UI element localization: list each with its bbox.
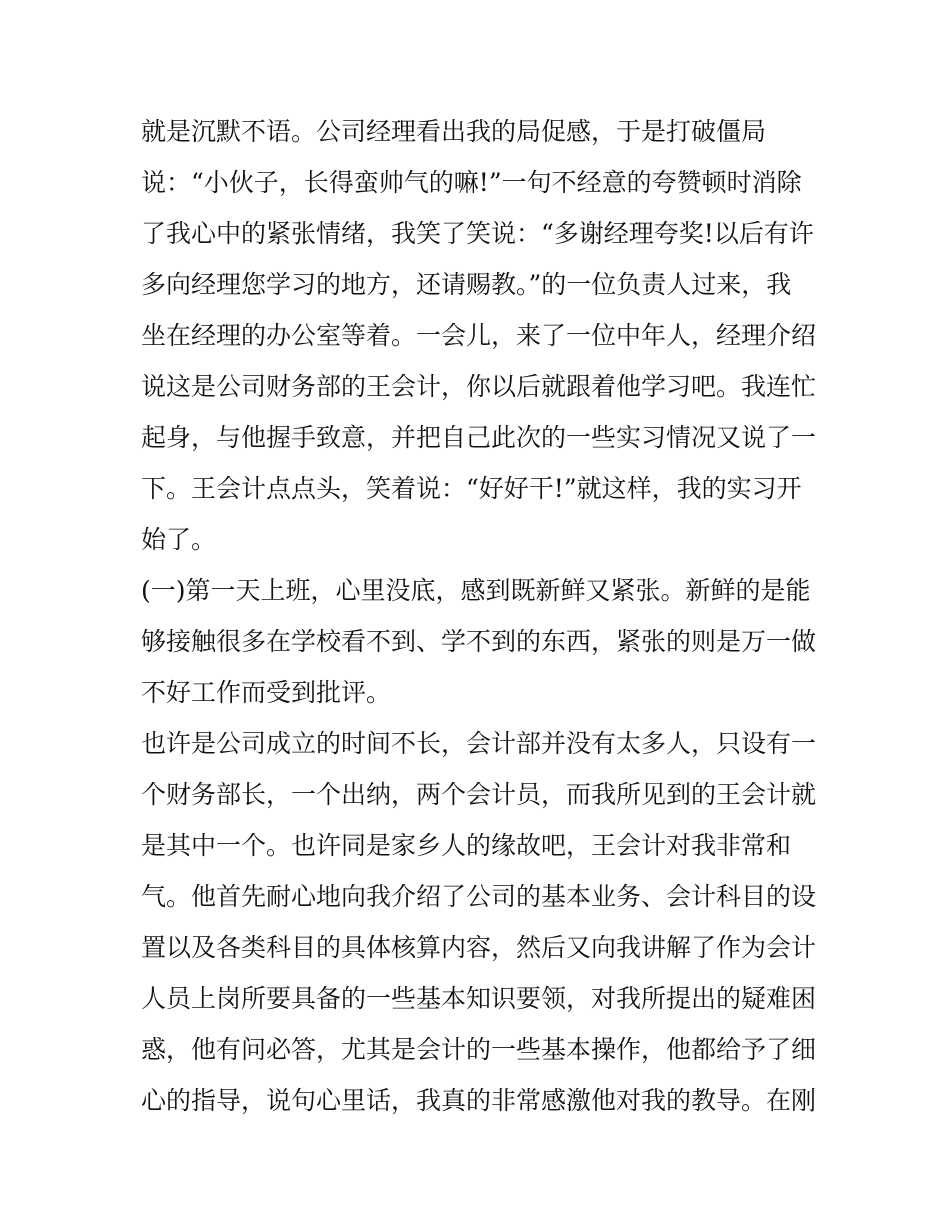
- text-line: 了我心中的紧张情绪，我笑了笑说：“多谢经理夸奖!以后有许: [141, 219, 814, 248]
- text-line: 也许是公司成立的时间不长，会计部并没有太多人，只设有一: [141, 729, 817, 758]
- text-line: 说这是公司财务部的王会计，你以后就跟着他学习吧。我连忙: [141, 372, 817, 401]
- text-line: 多向经理您学习的地方，还请赐教。”的一位负责人过来，我: [141, 270, 792, 299]
- text-line: 人员上岗所要具备的一些基本知识要领，对我所提出的疑难困: [141, 984, 817, 1013]
- text-line: (一)第一天上班，心里没底，感到既新鲜又紧张。新鲜的是能: [141, 576, 811, 605]
- text-line: 说：“小伙子，长得蛮帅气的嘛!”一句不经意的夸赞顿时消除: [141, 168, 802, 197]
- text-line: 下。王会计点点头，笑着说：“好好干!”就这样，我的实习开: [141, 474, 802, 503]
- text-line: 坐在经理的办公室等着。一会儿，来了一位中年人，经理介绍: [141, 321, 817, 350]
- text-line: 不好工作而受到批评。: [141, 678, 392, 707]
- text-line: 是其中一个。也许同是家乡人的缘故吧，王会计对我非常和: [141, 831, 792, 860]
- text-line: 就是沉默不语。公司经理看出我的局促感，于是打破僵局: [141, 117, 767, 146]
- text-line: 够接触很多在学校看不到、学不到的东西，紧张的则是万一做: [141, 627, 817, 656]
- text-line: 惑，他有问必答，尤其是会计的一些基本操作，他都给予了细: [141, 1035, 817, 1064]
- text-line: 置以及各类科目的具体核算内容，然后又向我讲解了作为会计: [141, 933, 817, 962]
- text-line: 始了。: [141, 525, 217, 554]
- body-text: [141, 106, 817, 1126]
- text-line: 个财务部长，一个出纳，两个会计员，而我所见到的王会计就: [141, 780, 817, 809]
- text-line: 起身，与他握手致意，并把自己此次的一些实习情况又说了一: [141, 423, 817, 452]
- text-line: 气。他首先耐心地向我介绍了公司的基本业务、会计科目的设: [141, 882, 817, 911]
- text-line: 心的指导，说句心里话，我真的非常感激他对我的教导。在刚: [141, 1086, 817, 1115]
